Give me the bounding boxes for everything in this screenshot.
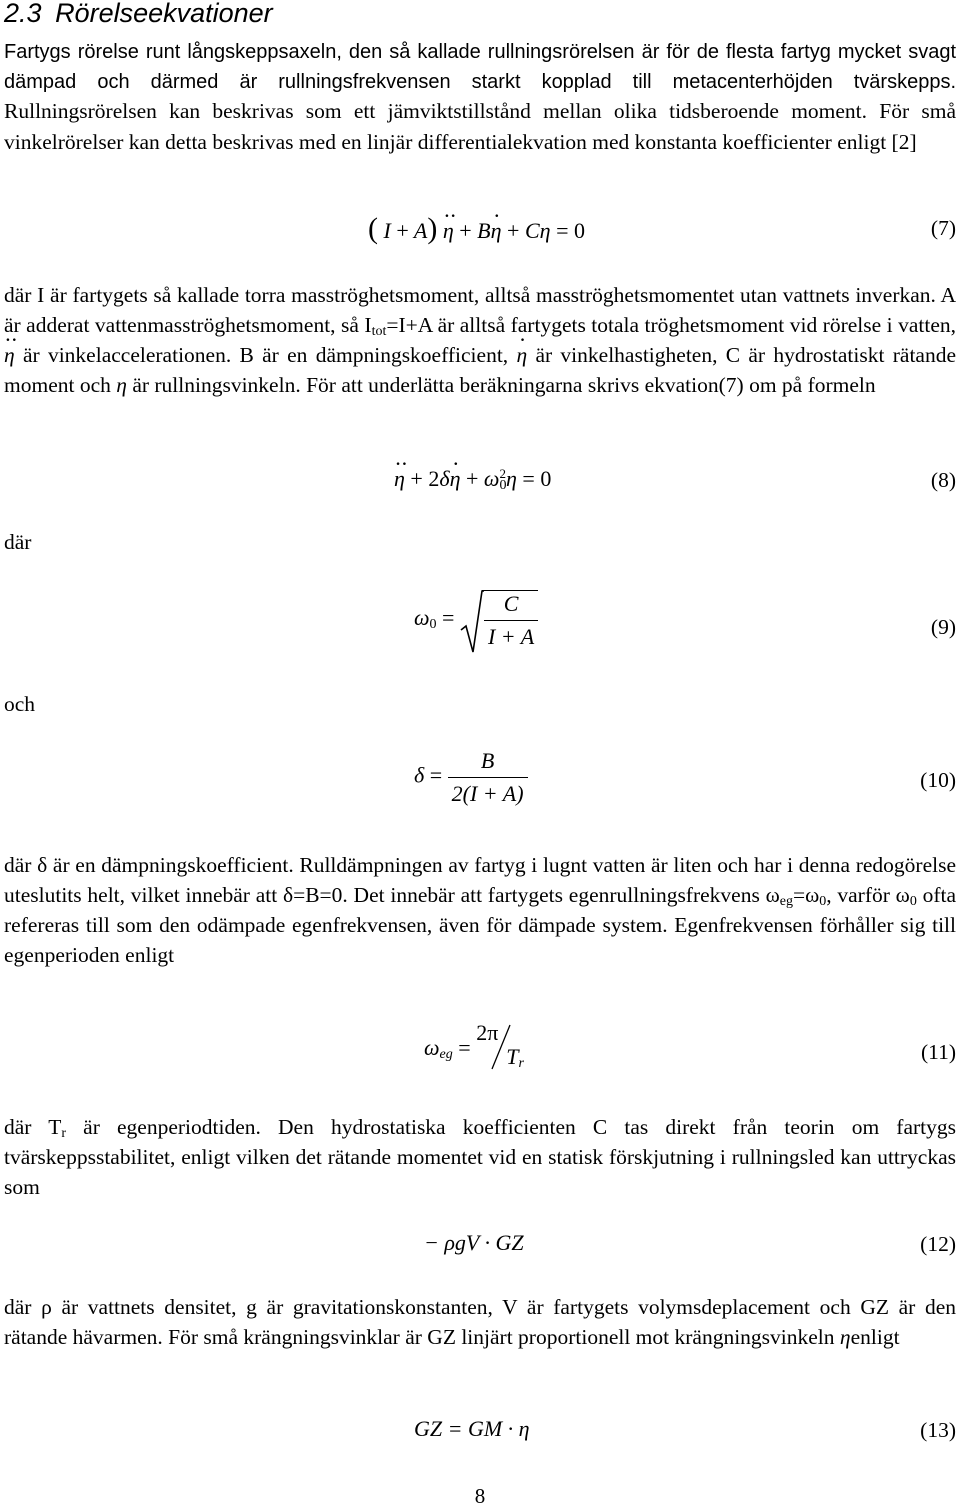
label-dar: där [4,530,32,554]
equation-10-number: (10) [920,768,956,792]
equation-9: $\omega_0$ = $\frac{C}{I + A}$ [414,590,538,650]
paragraph-5: där ρ är vattnets densitet, g är gravitationskonstanten, V är fartygets volymsdeplacement och GZ är den rätande hävarmen. För små krängningsvinklar är GZ linjärt proportionell mot krängningsvinkeln ηenligt [4,1295,956,1349]
intro-text-2: Rullningsrörelsen kan beskrivas som ett jämviktstillstånd mellan olika tidsberoende moment. För små vinkelrörelser kan detta beskrivas med en linjär differentialekvation med konstanta koefficienter enligt [2] [4,99,956,154]
equation-13: GZ = GM · η [414,1416,530,1441]
intro-paragraph [4,38,956,158]
paragraph-4: där $T_r$ är egenperiodtiden. Den hydrostatiska koefficienten C tas direkt från teorin om fartygs tvärskeppsstabilitet, enligt vilken det rätande momentet vid en statisk förskjutning i rullningsled kan uttryckas som [4,1115,957,1199]
equation-11: $\omega_{eg}$ = 2π $T_r$ [424,1020,524,1071]
label-och: och [4,692,36,716]
section-heading [4,0,273,29]
equation-11-number: (11) [920,1040,956,1064]
intro-text: Fartygs rörelse runt långskeppsaxeln, den så kallade rullningsrörelsen är för de flesta fartyg mycket svagt dämpad och därmed är rullningsfrekvensen starkt kopplad till metacenterhöjden tvärskepps. [4,41,956,93]
equation-8: η ·· + 2δη · + $\omega_0^2\eta = 0$ [394,466,551,492]
section-title: Rörelseekvationer [55,0,273,28]
equation-8-number: (8) [930,468,956,492]
page-number: 8 [474,1484,486,1508]
paragraph-3: där δ är en dämpningskoefficient. Rulldämpningen av fartyg i lugnt vatten är liten och har i denna redogörelse uteslutits helt, vilket innebär att δ=B=0. Det innebär att fartygets egenrullningsfrekvens $\omega_{eg}=\omega_0$, varför $\omega_0$ ofta refereras till som den odämpade egenfrekvensen, även för dämpade system. Egenfrekvensen förhåller sig till egenperioden enligt [4,853,957,967]
paragraph-2: där I är fartygets så kallade torra masströghetsmoment, alltså masströghetsmomentet utan vattnets inverkan. A är adderat vattenmasströghetsmoment, så $I_{tot}=I+A$ är alltså fartygets totala tröghetsmoment vid rörelse i vatten, η ·· är vinkelaccelerationen. B är en dämpningskoefficient, η · är vinkelhastigheten, C är hydrostatiskt rätande moment och η är rullningsvinkeln. För att underlätta beräkningarna skrivs ekvation(7) om på formeln [4,280,956,400]
equation-10: δ = $\frac{B}{2(I + A)}$ [414,748,528,807]
equation-7-number: (7) [930,216,956,240]
equation-7: ( I + A) η ·· + Bη · + Cη = 0 [368,212,585,246]
equation-13-number: (13) [920,1418,956,1442]
section-number: 2.3 [4,0,42,28]
equation-9-number: (9) [930,615,956,639]
equation-12: − ρgV · GZ [424,1230,524,1255]
equation-12-number: (12) [920,1232,956,1256]
